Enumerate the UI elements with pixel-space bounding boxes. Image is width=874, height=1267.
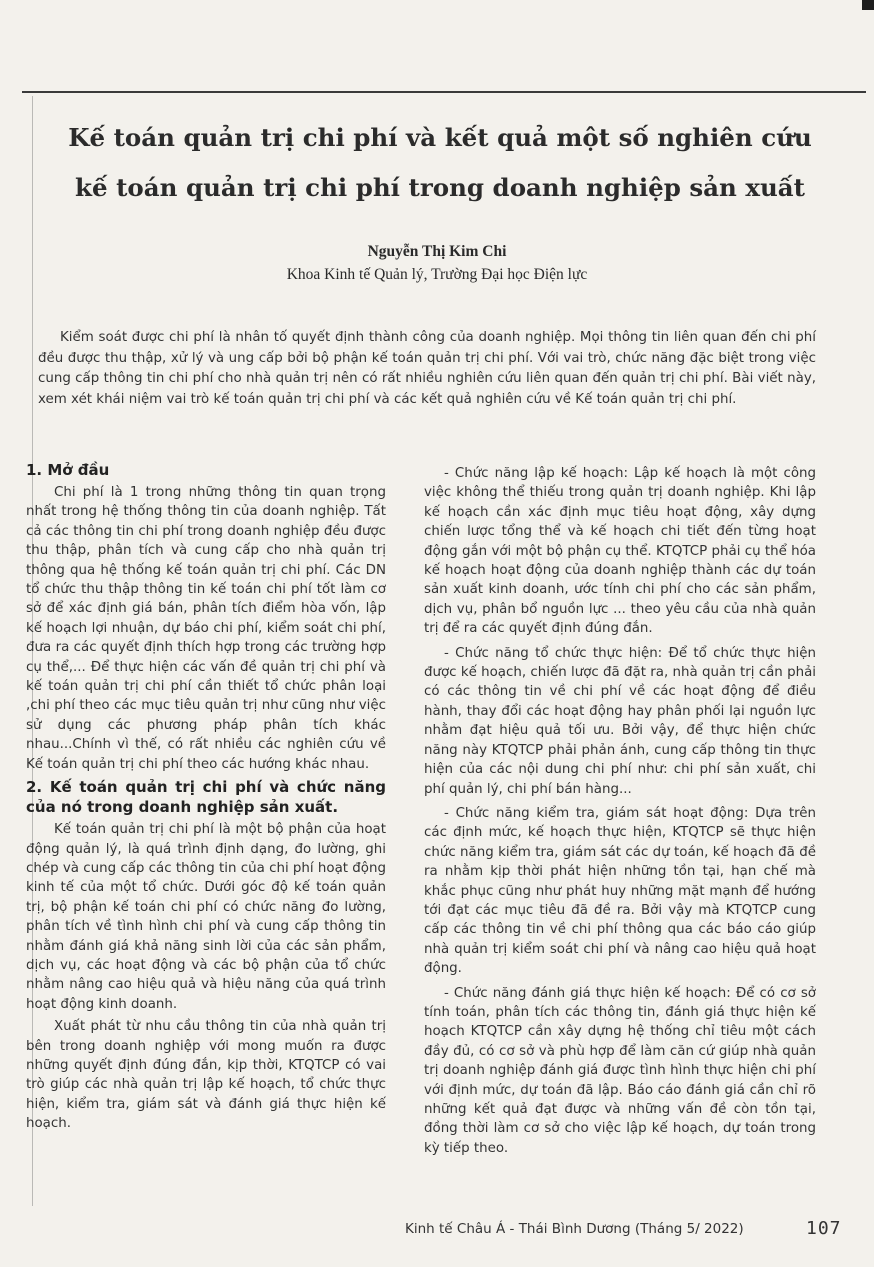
planning-function-paragraph: - Chức năng lập kế hoạch: Lập kế hoạch là một công việc không thể thiếu trong quản trị doanh nghiệp. Khi lập kế hoạch cần xác định mục tiêu hoạt động, xây dựng chiến lược tổng thể và kế hoạch chi tiết đến từng hoạt động gắn với một bộ phận cụ thể. KTQTCP phải cụ thể hóa kế hoạch hoạt động của doanh nghiệp thành các dự toán sản xuất kinh doanh, ước tính chi phí cho các sản phẩm, dịch vụ, phân bổ nguồn lực ... theo yêu cầu của nhà quản trị để ra các quyết định đúng đắn.	[424, 466, 816, 637]
section-2-heading: 2. Kế toán quản trị chi phí và chức năng của nó trong doanh nghiệp sản xuất.	[26, 778, 386, 817]
article-title	[30, 113, 850, 213]
section-1-paragraph: Chi phí là 1 trong những thông tin quan trọng nhất trong hệ thống thông tin của doanh nghiệp. Tất cả các thông tin chi phí trong doanh nghiệp đều được thu thập, phân tích và cung cấp cho nhà quản trị thông qua hệ thống kế toán quản trị chi phí. Các DN tổ chức thu thập thông tin kế toán chi phí tốt làm cơ sở để xác định giá bán, phân tích điểm hòa vốn, lập kế hoạch lợi nhuận, dự báo chi phí, kiểm soát chi phí, đưa ra các quyết định thích hợp trong các trường hợp cụ thể,... Để thực hiện các vấn đề quản trị chi phí và kế toán quản trị chi phí cần thiết tổ chức phân loại ,chi phí theo các mục tiêu quản trị như cũng như việc sử dụng các phương pháp phân tích khác nhau...Chính vì thế, có rất nhiều các nghiên cứu về Kế toán quản trị chi phí theo các hướng khác nhau.	[26, 485, 386, 772]
abstract	[38, 328, 816, 410]
implementation-function-paragraph: - Chức năng tổ chức thực hiện: Để tổ chức thực hiện được kế hoạch, chiến lược đã đặt ra, nhà quản trị cần phải có các thông tin về chi phí về các hoạt động để điều hành, thay đổi các hoạt động hay phân phối lại nguồn lực nhằm đạt hiệu quả tối ưu. Bởi vậy, để thực hiện chức năng này KTQTCP phải phản ánh, cung cấp thông tin thực hiện của các nội dung chi phí như: chi phí sản xuất, chi phí quản lý, chi phí bán hàng...	[424, 645, 816, 797]
scan-corner-mark	[862, 0, 874, 10]
evaluation-function-paragraph: - Chức năng đánh giá thực hiện kế hoạch: Để có cơ sở tính toán, phân tích các thông tin, đánh giá thực hiện kế hoạch KTQTCP cần xây dựng hệ thống chỉ tiêu một cách đầy đủ, có cơ sở và phù hợp để làm căn cứ giúp nhà quản trị doanh nghiệp đánh giá được tình hình thực hiện chi phí với định mức, dự toán đã lập. Báo cáo đánh giá cần chỉ rõ những kết quả đạt được và những vấn đề còn tồn tại, đồng thời làm cơ sở cho việc lập kế hoạch, dự toán trong kỳ tiếp theo.	[424, 985, 816, 1156]
author-affiliation: Khoa Kinh tế Quản lý, Trường Đại học Điện lực	[286, 266, 588, 283]
control-function-paragraph: - Chức năng kiểm tra, giám sát hoạt động: Dựa trên các định mức, kế hoạch thực hiện, KTQTCP sẽ thực hiện chức năng kiểm tra, giám sát các dự toán, kế hoạch đã đề ra nhằm kịp thời phát hiện những tồn tại, hạn chế mà khắc phục cũng như phát huy những mặt mạnh để hướng tới đạt các mục tiêu đã đề ra. Bởi vậy mà KTQTCP cung cấp các thông tin về chi phí thông qua các báo cáo giúp nhà quản trị kiểm soát chi phí và nâng cao hiệu quả hoạt động.	[424, 805, 816, 977]
section-1-heading: 1. Mở đầu	[26, 461, 110, 479]
section-2-paragraph: Xuất phát từ nhu cầu thông tin của nhà quản trị bên trong doanh nghiệp với mong muốn ra được những quyết định đúng đắn, kịp thời, KTQTCP có vai trò giúp các nhà quản trị lập kế hoạch, tổ chức thực hiện, kiểm tra, giám sát và đánh giá thực hiện kế hoạch.	[26, 1019, 386, 1132]
left-column	[26, 460, 386, 1137]
section-2-paragraph: Kế toán quản trị chi phí là một bộ phận của hoạt động quản lý, là quá trình định dạng, đo lường, ghi chép và cung cấp các thông tin của chi phí hoạt động kinh tế của một tổ chức. Dưới góc độ kế toán quản trị, bộ phận kế toán chi phí có chức năng đo lường, phân tích về tình hình chi phí và cung cấp thông tin nhằm đánh giá khả năng sinh lời của các sản phẩm, dịch vụ, các hoạt động và các bộ phận của tổ chức nhằm nâng cao hiệu quả và hiệu năng của quá trình hoạt động kinh doanh.	[26, 822, 386, 1012]
right-column	[424, 460, 816, 1163]
author-name: Nguyễn Thị Kim Chi	[367, 243, 507, 260]
page-number: 107	[806, 1218, 842, 1239]
header-rule	[22, 91, 866, 93]
title-line-1: Kế toán quản trị chi phí và kết quả một số nghiên cứu	[68, 123, 812, 152]
abstract-text: Kiểm soát được chi phí là nhân tố quyết định thành công của doanh nghiệp. Mọi thông tin liên quan đến chi phí đều được thu thập, xử lý và ung cấp bởi bộ phận kế toán quản trị chi phí. Với vai trò, chức năng đặc biệt trong việc cung cấp thông tin chi phí cho nhà quản trị nên có rất nhiều nghiên cứu liên quan đến quản trị chi phí. Bài viết này, xem xét khái niệm vai trò kế toán quản trị chi phí và các kết quả nghiên cứu về Kế toán quản trị chi phí.	[38, 330, 816, 407]
journal-footer: Kinh tế Châu Á - Thái Bình Dương (Tháng 5/ 2022)	[405, 1221, 744, 1237]
title-line-2: kế toán quản trị chi phí trong doanh nghiệp sản xuất	[74, 173, 805, 202]
